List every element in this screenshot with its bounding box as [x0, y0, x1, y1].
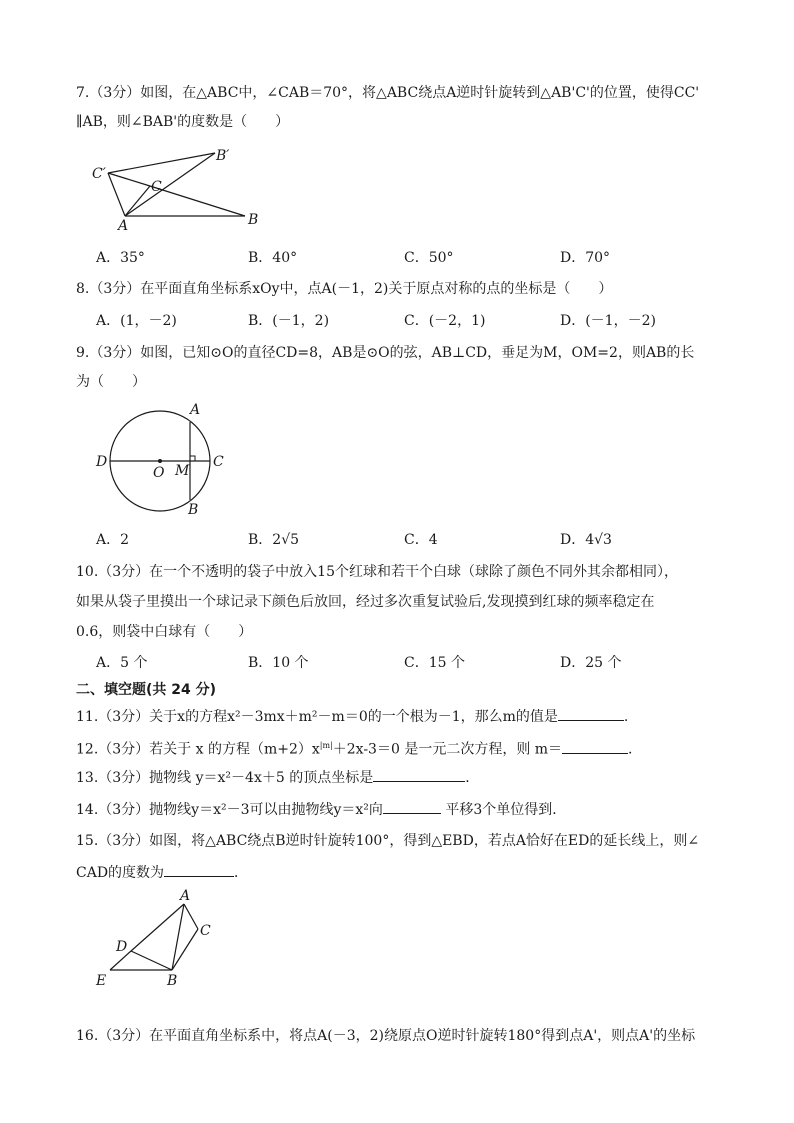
- q15-label-d: D: [116, 939, 128, 955]
- q11-answer-blank[interactable]: [558, 706, 624, 721]
- q9-option-c[interactable]: C．4: [404, 532, 438, 548]
- q9-label-a: A: [190, 402, 201, 418]
- q15-label-c: C: [200, 923, 211, 939]
- q14-stem: 14.（3分）抛物线y＝x²－3可以由抛物线y＝x²向: [76, 802, 383, 818]
- q13-stem: 13.（3分）抛物线 y＝x²－4x＋5 的顶点坐标是: [76, 770, 374, 786]
- q10-stem-line3: 0.6，则袋中白球有（ ）: [76, 624, 253, 640]
- q8-stem: 8.（3分）在平面直角坐标系xOy中，点A(－1，2)关于原点对称的点的坐标是（ ）: [76, 281, 613, 297]
- q12-end: .: [628, 741, 633, 758]
- q7-option-a[interactable]: A．35°: [96, 250, 145, 266]
- q15-stem-line1: 15.（3分）如图，将△ABC绕点B逆时针旋转100°，得到△EBD，若点A恰好在ED的延长线上，则∠: [76, 833, 700, 849]
- q9-label-c: C: [213, 454, 224, 470]
- q10-option-a[interactable]: A．5 个: [96, 655, 148, 671]
- q9-label-d: D: [96, 454, 108, 470]
- q8-option-c[interactable]: C．(－2，1): [404, 313, 486, 329]
- q15-answer-blank[interactable]: [164, 862, 234, 877]
- q15-figure: [92, 888, 222, 988]
- q12-stem: 12.（3分）若关于 x 的方程（m+2）x: [76, 741, 320, 758]
- q8-option-a[interactable]: A．(1，－2): [96, 313, 177, 329]
- q7-option-d[interactable]: D．70°: [560, 250, 611, 266]
- q8-options: [96, 311, 736, 331]
- q15-stem-line2: CAD的度数为: [76, 865, 165, 881]
- q7-option-b[interactable]: B．40°: [248, 250, 298, 266]
- section-fill-in-heading: 二、填空题(共 24 分): [76, 682, 217, 698]
- q7-label-b-prime: B′: [216, 148, 230, 164]
- q7-label-c: C: [151, 179, 162, 195]
- q12-answer-blank[interactable]: [562, 739, 628, 754]
- q12-stem-mid: ＋2x-3＝0 是一元二次方程，则 m＝: [332, 741, 563, 758]
- q14-answer-blank[interactable]: [383, 799, 441, 814]
- q8-option-d[interactable]: D．(－1，－2): [560, 313, 656, 329]
- q8-option-b[interactable]: B．(－1，2): [248, 313, 330, 329]
- q9-center-dot: [158, 459, 162, 463]
- q13-line: [76, 767, 479, 788]
- q9-option-d[interactable]: D．4√3: [560, 532, 612, 548]
- q9-figure: [92, 398, 242, 520]
- q7-label-b: B: [248, 212, 259, 228]
- q9-label-o: O: [153, 465, 165, 481]
- q12-line: [76, 736, 633, 760]
- q12-exponent: |m|: [319, 741, 333, 750]
- q7-stem-line1: 7.（3分）如图，在△ABC中，∠CAB＝70°，将△ABC绕点A逆时针旋转到△AB'C'的位置，使得CC': [76, 85, 700, 101]
- q10-option-d[interactable]: D．25 个: [560, 655, 622, 671]
- q9-label-m: M: [175, 463, 190, 479]
- q15-line2: [76, 862, 248, 883]
- q9-label-b: B: [188, 502, 199, 518]
- q9-stem-line2: 为（ ）: [76, 374, 146, 390]
- q10-options: [96, 653, 736, 673]
- q15-label-a: A: [180, 888, 191, 904]
- q10-option-b[interactable]: B．10 个: [248, 655, 309, 671]
- q7-figure: [88, 142, 273, 232]
- q7-label-c-prime: C′: [92, 166, 106, 182]
- q11-line: [76, 706, 628, 727]
- q10-stem-line2: 如果从袋子里摸出一个球记录下颜色后放回，经过多次重复试验后,发现摸到红球的频率稳定在: [76, 594, 655, 610]
- q9-options: [96, 530, 736, 550]
- q7-label-a: A: [118, 218, 129, 234]
- q14-end: 平移3个单位得到．: [440, 802, 567, 818]
- q15-label-b: B: [167, 973, 178, 989]
- q9-stem-line1: 9.（3分）如图，已知⊙O的直径CD=8，AB是⊙O的弦，AB⊥CD，垂足为M，OM=2，则AB的长: [76, 345, 695, 361]
- q9-option-b[interactable]: B．2√5: [248, 532, 300, 548]
- q13-answer-blank[interactable]: [373, 767, 465, 782]
- q13-end: ．: [465, 770, 480, 786]
- q7-stem-line2: ∥AB，则∠BAB'的度数是（ ）: [76, 114, 290, 130]
- q15-end: ．: [234, 865, 249, 881]
- q9-option-a[interactable]: A．2: [96, 532, 130, 548]
- q11-stem: 11.（3分）关于x的方程x²－3mx＋m²－m＝0的一个根为－1，那么m的值是: [76, 709, 558, 725]
- q10-option-c[interactable]: C．15 个: [404, 655, 465, 671]
- q16-stem-line1: 16.（3分）在平面直角坐标系中，将点A(－3，2)绕原点O逆时针旋转180°得到点A'，则点A'的坐标: [76, 1028, 696, 1044]
- q15-label-e: E: [96, 973, 107, 989]
- q7-option-c[interactable]: C．50°: [404, 250, 454, 266]
- q10-stem-line1: 10.（3分）在一个不透明的袋子中放入15个红球和若干个白球（球除了颜色不同外其余都相同），: [76, 564, 678, 580]
- q11-end: .: [623, 709, 629, 725]
- q14-line: [76, 799, 566, 820]
- q7-options: [96, 248, 736, 268]
